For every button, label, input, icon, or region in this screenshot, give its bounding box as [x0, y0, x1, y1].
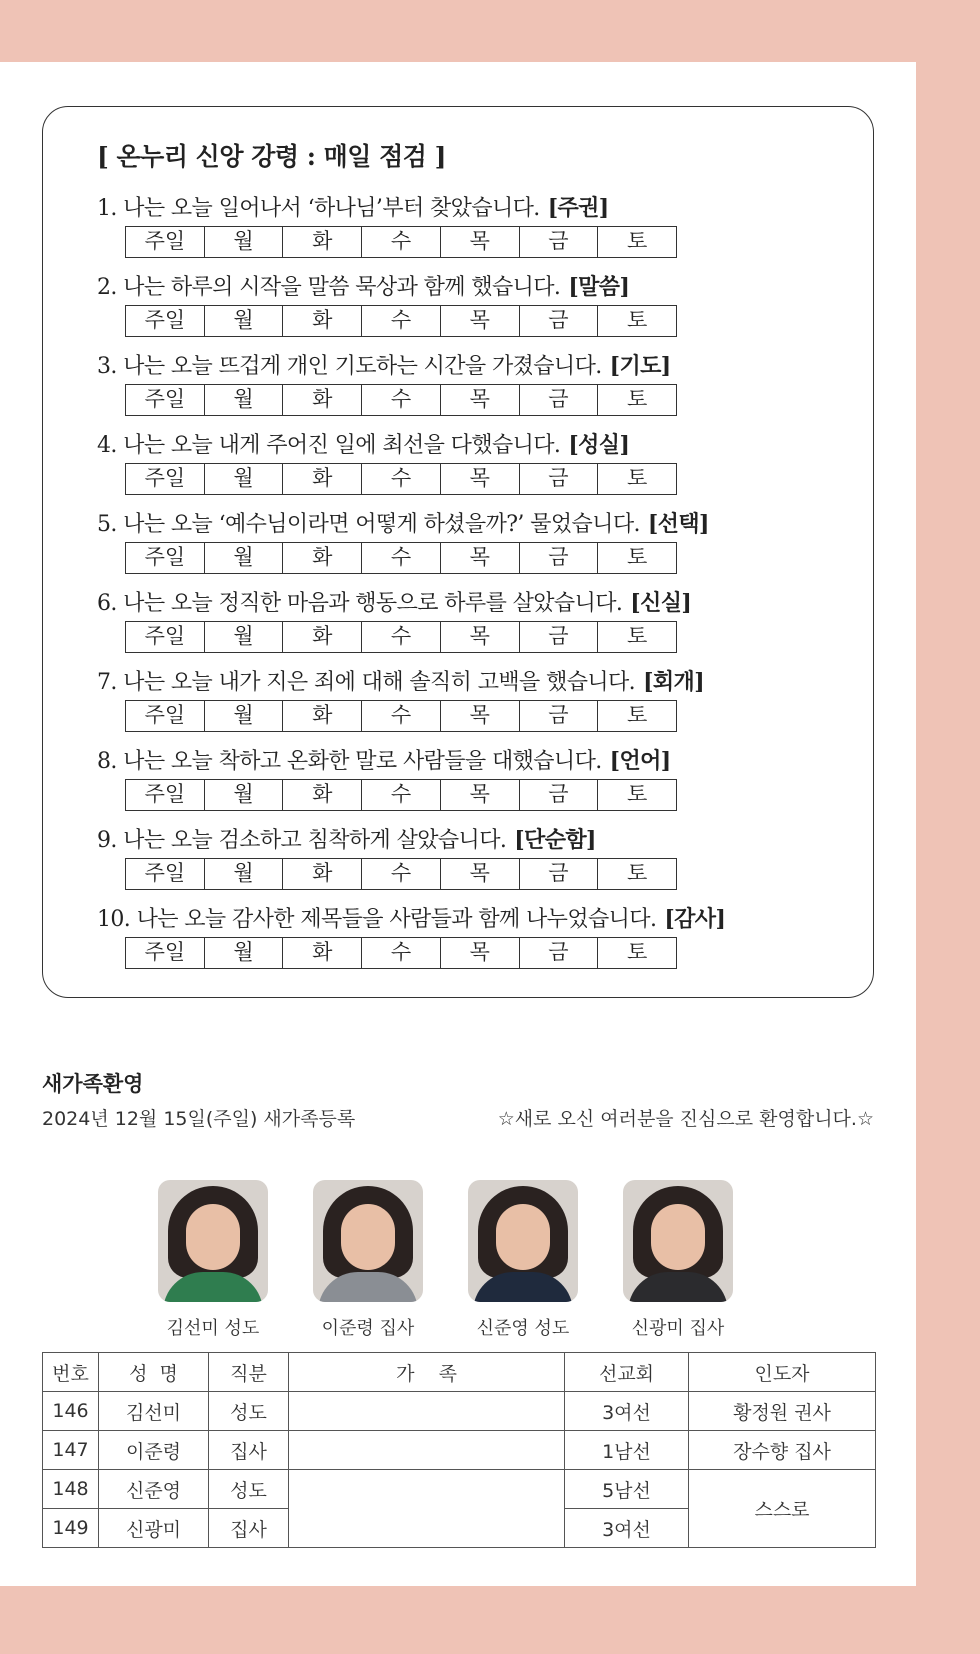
day-cell[interactable]: 금 — [519, 701, 598, 731]
day-cell[interactable]: 수 — [361, 543, 440, 573]
day-cell[interactable]: 토 — [597, 306, 676, 336]
day-cell[interactable]: 월 — [204, 385, 283, 415]
day-cell[interactable]: 목 — [440, 306, 519, 336]
day-cell[interactable]: 월 — [204, 938, 283, 968]
question-text: 1. 나는 오늘 일어나서 ‘하나님’부터 찾았습니다. — [97, 196, 540, 221]
question-tag: [감사] — [664, 906, 726, 932]
day-cell[interactable]: 주일 — [144, 703, 186, 727]
day-cell[interactable]: 수 — [361, 227, 440, 257]
welcome-message: ☆새로 오신 여러분을 진심으로 환영합니다.☆ — [497, 1108, 874, 1130]
welcome-title: 새가족환영 — [42, 1072, 144, 1096]
day-cell[interactable]: 월 — [204, 780, 283, 810]
day-cell[interactable]: 화 — [282, 701, 361, 731]
table-row — [43, 1470, 876, 1509]
member-name: 신광미 집사 — [631, 1318, 725, 1339]
checklist-item — [97, 509, 709, 574]
header-guide: 인도자 — [689, 1353, 876, 1392]
day-cell[interactable]: 주일 — [144, 229, 186, 253]
question-text: 4. 나는 오늘 내게 주어진 일에 최선을 다했습니다. — [97, 433, 561, 458]
row-guide: 장수향 집사 — [689, 1431, 876, 1470]
day-cell[interactable]: 화 — [282, 859, 361, 889]
day-cell[interactable]: 목 — [440, 543, 519, 573]
day-cell[interactable]: 화 — [282, 306, 361, 336]
checklist-question — [97, 904, 725, 934]
header-no: 번호 — [43, 1353, 99, 1392]
day-cell[interactable]: 토 — [597, 543, 676, 573]
row-role: 집사 — [209, 1431, 289, 1470]
row-no: 149 — [43, 1509, 99, 1548]
member-name: 신준영 성도 — [476, 1318, 570, 1339]
checklist-question — [97, 746, 677, 776]
weekday-checkboxes — [125, 779, 677, 811]
row-mission: 3여선 — [565, 1392, 689, 1431]
member-photo — [158, 1180, 268, 1302]
header-family: 가 족 — [289, 1353, 565, 1392]
day-cell[interactable]: 토 — [597, 227, 676, 257]
question-tag: [선택] — [647, 511, 709, 537]
day-cell[interactable]: 수 — [361, 385, 440, 415]
checklist-item — [97, 351, 677, 416]
day-cell[interactable]: 목 — [440, 464, 519, 494]
question-text: 2. 나는 하루의 시작을 말씀 묵상과 함께 했습니다. — [97, 275, 561, 300]
day-cell[interactable]: 월 — [204, 464, 283, 494]
row-family — [289, 1392, 565, 1431]
row-family — [289, 1470, 565, 1548]
row-role: 성도 — [209, 1392, 289, 1431]
day-cell[interactable]: 토 — [597, 464, 676, 494]
question-text: 3. 나는 오늘 뜨겁게 개인 기도하는 시간을 가졌습니다. — [97, 354, 602, 379]
day-cell[interactable]: 주일 — [144, 545, 186, 569]
day-cell[interactable]: 목 — [440, 227, 519, 257]
checklist-question — [97, 430, 677, 460]
day-cell[interactable]: 금 — [519, 464, 598, 494]
checklist-item — [97, 193, 677, 258]
new-member-card — [448, 1180, 598, 1340]
day-cell[interactable]: 화 — [282, 227, 361, 257]
day-cell[interactable]: 주일 — [144, 387, 186, 411]
question-tag: [신실] — [630, 590, 692, 616]
daily-checklist-box — [42, 106, 874, 998]
checklist-title: [ 온누리 신앙 강령 : 매일 점검 ] — [97, 142, 446, 171]
day-cell[interactable]: 수 — [361, 701, 440, 731]
question-tag: [단순함] — [514, 827, 596, 853]
day-cell[interactable]: 월 — [204, 701, 283, 731]
new-member-card — [603, 1180, 753, 1340]
day-cell[interactable]: 수 — [361, 464, 440, 494]
member-name: 이준령 집사 — [321, 1318, 415, 1339]
day-cell[interactable]: 수 — [361, 306, 440, 336]
member-photo — [313, 1180, 423, 1302]
question-tag: [기도] — [609, 353, 671, 379]
day-cell[interactable]: 목 — [440, 622, 519, 652]
question-text: 10. 나는 오늘 감사한 제목들을 사람들과 함께 나누었습니다. — [97, 907, 657, 932]
member-photo — [468, 1180, 578, 1302]
row-no: 147 — [43, 1431, 99, 1470]
table-row — [43, 1392, 876, 1431]
day-cell[interactable]: 금 — [519, 306, 598, 336]
row-mission: 5남선 — [565, 1470, 689, 1509]
page-sheet — [0, 62, 916, 1586]
day-cell[interactable]: 월 — [204, 543, 283, 573]
day-cell[interactable]: 목 — [440, 938, 519, 968]
question-text: 8. 나는 오늘 착하고 온화한 말로 사람들을 대했습니다. — [97, 749, 602, 774]
day-cell[interactable]: 목 — [440, 701, 519, 731]
header-name: 성 명 — [99, 1353, 209, 1392]
question-tag: [성실] — [568, 432, 630, 458]
question-tag: [말씀] — [568, 274, 630, 300]
day-cell[interactable]: 토 — [597, 701, 676, 731]
day-cell[interactable]: 월 — [204, 859, 283, 889]
day-cell[interactable]: 토 — [597, 938, 676, 968]
day-cell[interactable]: 토 — [597, 859, 676, 889]
checklist-item — [97, 588, 691, 653]
day-cell[interactable]: 주일 — [144, 940, 186, 964]
day-cell[interactable]: 화 — [282, 385, 361, 415]
day-cell[interactable]: 화 — [282, 938, 361, 968]
weekday-checkboxes — [125, 226, 677, 258]
header-role: 직분 — [209, 1353, 289, 1392]
checklist-question — [97, 509, 709, 539]
question-text: 7. 나는 오늘 내가 지은 죄에 대해 솔직히 고백을 했습니다. — [97, 670, 636, 695]
checklist-item — [97, 746, 677, 811]
weekday-checkboxes — [125, 858, 677, 890]
header-mission: 선교회 — [565, 1353, 689, 1392]
row-role: 집사 — [209, 1509, 289, 1548]
day-cell[interactable]: 금 — [519, 938, 598, 968]
weekday-checkboxes — [125, 937, 677, 969]
day-cell[interactable]: 화 — [282, 464, 361, 494]
row-guide: 황정원 권사 — [689, 1392, 876, 1431]
checklist-item — [97, 904, 725, 969]
row-name: 신준영 — [99, 1470, 209, 1509]
row-no: 146 — [43, 1392, 99, 1431]
member-name: 김선미 성도 — [166, 1318, 260, 1339]
weekday-checkboxes — [125, 700, 677, 732]
question-text: 6. 나는 오늘 정직한 마음과 행동으로 하루를 살았습니다. — [97, 591, 623, 616]
day-cell[interactable]: 수 — [361, 780, 440, 810]
member-photo — [623, 1180, 733, 1302]
checklist-item — [97, 430, 677, 495]
day-cell[interactable]: 토 — [597, 385, 676, 415]
weekday-checkboxes — [125, 542, 677, 574]
row-mission: 1남선 — [565, 1431, 689, 1470]
day-cell[interactable]: 월 — [204, 306, 283, 336]
day-cell[interactable]: 금 — [519, 385, 598, 415]
row-family — [289, 1431, 565, 1470]
row-role: 성도 — [209, 1470, 289, 1509]
day-cell[interactable]: 목 — [440, 859, 519, 889]
checklist-item — [97, 667, 704, 732]
day-cell[interactable]: 주일 — [144, 861, 186, 885]
day-cell[interactable]: 수 — [361, 938, 440, 968]
question-text: 5. 나는 오늘 ‘예수님이라면 어떻게 하셨을까?’ 물었습니다. — [97, 512, 640, 537]
new-member-card — [138, 1180, 288, 1340]
checklist-question — [97, 272, 677, 302]
day-cell[interactable]: 주일 — [144, 782, 186, 806]
weekday-checkboxes — [125, 463, 677, 495]
weekday-checkboxes — [125, 305, 677, 337]
row-guide: 스스로 — [689, 1470, 876, 1548]
day-cell[interactable]: 주일 — [144, 308, 186, 332]
day-cell[interactable]: 화 — [282, 780, 361, 810]
day-cell[interactable]: 목 — [440, 385, 519, 415]
checklist-question — [97, 193, 677, 223]
day-cell[interactable]: 월 — [204, 227, 283, 257]
registry-header-row — [43, 1353, 876, 1392]
question-tag: [언어] — [609, 748, 671, 774]
new-member-card — [293, 1180, 443, 1340]
day-cell[interactable]: 주일 — [144, 624, 186, 648]
day-cell[interactable]: 수 — [361, 622, 440, 652]
day-cell[interactable]: 금 — [519, 780, 598, 810]
day-cell[interactable]: 금 — [519, 622, 598, 652]
row-mission: 3여선 — [565, 1509, 689, 1548]
day-cell[interactable]: 화 — [282, 543, 361, 573]
day-cell[interactable]: 금 — [519, 859, 598, 889]
weekday-checkboxes — [125, 621, 677, 653]
row-name: 이준령 — [99, 1431, 209, 1470]
weekday-checkboxes — [125, 384, 677, 416]
question-text: 9. 나는 오늘 검소하고 침착하게 살았습니다. — [97, 828, 507, 853]
day-cell[interactable]: 목 — [440, 780, 519, 810]
registry-table — [42, 1352, 876, 1548]
day-cell[interactable]: 금 — [519, 227, 598, 257]
checklist-item — [97, 272, 677, 337]
day-cell[interactable]: 월 — [204, 622, 283, 652]
row-no: 148 — [43, 1470, 99, 1509]
checklist-question — [97, 825, 677, 855]
checklist-question — [97, 667, 704, 697]
row-name: 신광미 — [99, 1509, 209, 1548]
day-cell[interactable]: 화 — [282, 622, 361, 652]
row-name: 김선미 — [99, 1392, 209, 1431]
day-cell[interactable]: 수 — [361, 859, 440, 889]
day-cell[interactable]: 금 — [519, 543, 598, 573]
day-cell[interactable]: 주일 — [144, 466, 186, 490]
question-tag: [회개] — [643, 669, 705, 695]
question-tag: [주권] — [547, 195, 609, 221]
welcome-date: 2024년 12월 15일(주일) 새가족등록 — [42, 1108, 356, 1130]
checklist-question — [97, 351, 677, 381]
day-cell[interactable]: 토 — [597, 780, 676, 810]
checklist-question — [97, 588, 691, 618]
table-row — [43, 1431, 876, 1470]
checklist-item — [97, 825, 677, 890]
day-cell[interactable]: 토 — [597, 622, 676, 652]
